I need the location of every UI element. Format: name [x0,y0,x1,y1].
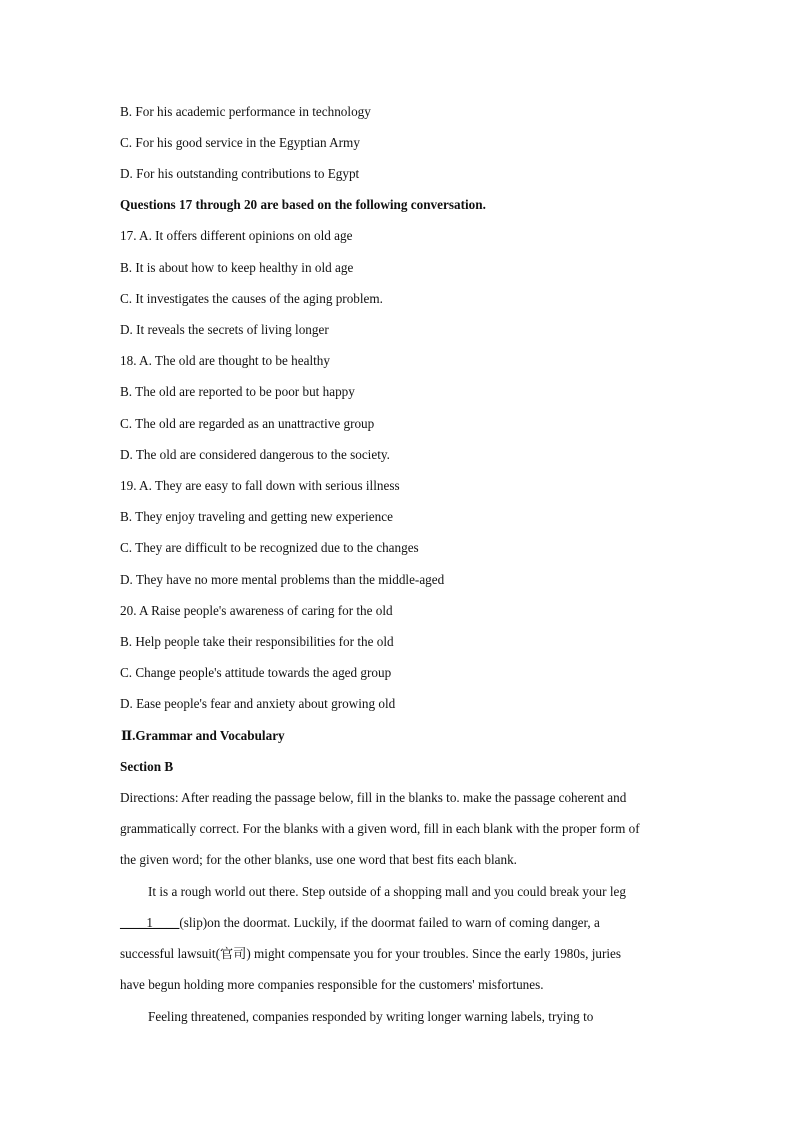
q18-option-b: B. The old are reported to be poor but happy [120,384,355,399]
q18-option-c: C. The old are regarded as an unattractive group [120,416,375,431]
passage-p2-line-1: Feeling threatened, companies responded by writing longer warning labels, trying to [148,1009,594,1024]
passage-p1-line-1: It is a rough world out there. Step outside of a shopping mall and you could break your leg [148,884,626,899]
q19-option-b: B. They enjoy traveling and getting new experience [120,509,393,524]
passage-p1-line-2 [120,915,600,931]
q20-option-b: B. Help people take their responsibilities for the old [120,634,394,649]
q16-option-c: C. For his good service in the Egyptian Army [120,135,360,150]
q19-option-a: 19. A. They are easy to fall down with serious illness [120,478,400,493]
q19-option-d: D. They have no more mental problems than the middle-aged [120,572,445,587]
q20-option-a: 20. A Raise people's awareness of caring for the old [120,603,393,618]
q17-option-b: B. It is about how to keep healthy in old age [120,260,354,275]
blank-1[interactable]: ____1____ [120,915,180,930]
q16-option-b: B. For his academic performance in technology [120,104,371,119]
q20-option-d: D. Ease people's fear and anxiety about growing old [120,696,396,711]
q17-option-a: 17. A. It offers different opinions on old age [120,228,353,243]
q17-option-c: C. It investigates the causes of the aging problem. [120,291,383,306]
part2-heading: Ⅱ.Grammar and Vocabulary [121,728,285,743]
section-heading: Section B [120,759,174,774]
passage-p1-line-2-text: (slip)on the doormat. Luckily, if the doormat failed to warn of coming danger, a [179,915,600,930]
q18-option-d: D. The old are considered dangerous to the society. [120,447,390,462]
directions-line-1: Directions: After reading the passage below, fill in the blanks to. make the passage coherent and [120,790,627,805]
q16-option-d: D. For his outstanding contributions to Egypt [120,166,360,181]
passage-p1-line-3: successful lawsuit(官司) might compensate you for your troubles. Since the early 1980s, juries [120,946,622,961]
q17-option-d: D. It reveals the secrets of living longer [120,322,329,337]
conversation-heading: Questions 17 through 20 are based on the following conversation. [120,197,486,212]
passage-p1-line-4: have begun holding more companies responsible for the customers' misfortunes. [120,977,544,992]
q19-option-c: C. They are difficult to be recognized due to the changes [120,540,419,555]
directions-line-2: grammatically correct. For the blanks with a given word, fill in each blank with the proper form of [120,821,640,836]
directions-line-3: the given word; for the other blanks, use one word that best fits each blank. [120,852,517,867]
q20-option-c: C. Change people's attitude towards the aged group [120,665,392,680]
q18-option-a: 18. A. The old are thought to be healthy [120,353,330,368]
